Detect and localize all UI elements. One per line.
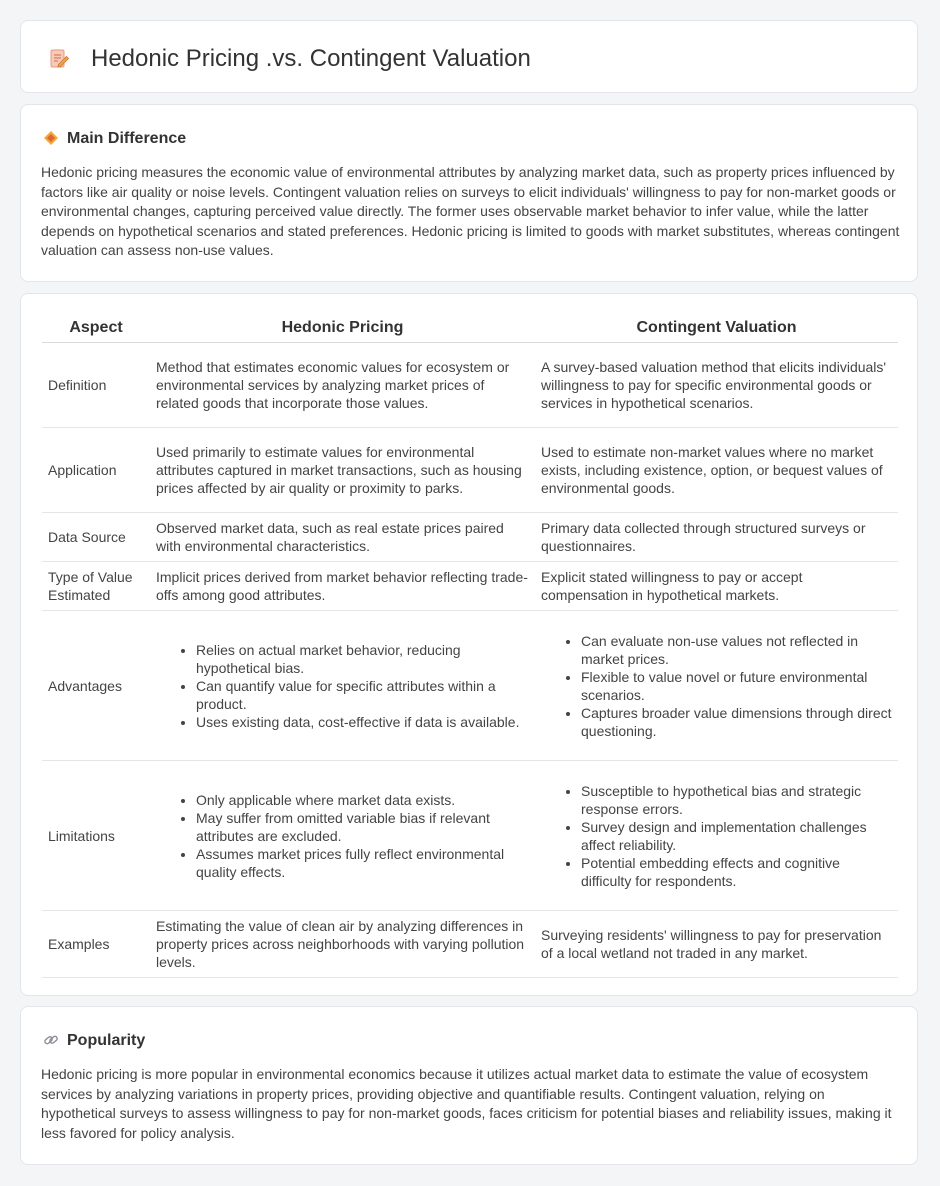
popularity-text: Hedonic pricing is more popular in environmental economics because it utilizes actual market data to estimate the value of ecosystem services by analyzing variations in property prices, providing objective and quantifiable results. Contingent valuation, relying on hypothetical surveys to assess willingness to pay for non-market goods, faces criticism for potential biases and reliability issues, making it less favored for policy analysis. [41,1066,892,1141]
table-row [42,911,898,978]
popularity-heading: Popularity [67,1032,146,1049]
hedonic-cell [150,611,535,761]
main-difference-card [20,104,918,282]
hedonic-cell: Implicit prices derived from market behavior reflecting trade-offs among good attributes. [150,562,535,611]
contingent-cell: Explicit stated willingness to pay or accept compensation in hypothetical markets. [535,562,898,611]
aspect-cell: Advantages [42,611,150,761]
hedonic-cell [150,761,535,911]
aspect-cell: Application [42,428,150,513]
list-item: • May suffer from omitted variable bias if relevant attributes are excluded. [196,809,529,845]
contingent-cell: Primary data collected through structured surveys or questionnaires. [535,513,898,562]
table-row [42,611,898,761]
comparison-card [20,293,918,996]
document-pencil-icon [47,47,71,71]
hedonic-cell: Estimating the value of clean air by analyzing differences in property prices across neighborhoods with varying pollution levels. [150,911,535,978]
list-item: • Only applicable where market data exists. [196,791,529,809]
list-item: • Uses existing data, cost-effective if data is available. [196,713,529,731]
contingent-cell [535,761,898,911]
list-item: • Can quantify value for specific attributes within a product. [196,677,529,713]
header-card [20,20,918,93]
list-item: • Can evaluate non-use values not reflected in market prices. [581,632,892,668]
advantages-list [541,632,892,740]
table-header-row [42,314,898,343]
list-item: • Susceptible to hypothetical bias and strategic response errors. [581,782,892,818]
column-header-contingent: Contingent Valuation [535,314,898,343]
table-row [42,761,898,911]
list-item: • Survey design and implementation challenges affect reliability. [581,818,892,854]
list-item: • Captures broader value dimensions through direct questioning. [581,704,892,740]
limitations-list [156,791,529,881]
hedonic-cell: Method that estimates economic values for ecosystem or environmental services by analyzing market prices of related goods that incorporate those values. [150,343,535,428]
column-header-aspect: Aspect [42,314,150,343]
table-row [42,562,898,611]
main-difference-heading: Main Difference [67,130,187,147]
page-title: Hedonic Pricing .vs. Contingent Valuation [91,45,531,72]
advantages-list [156,641,529,731]
column-header-hedonic: Hedonic Pricing [150,314,535,343]
link-icon [43,1032,59,1048]
popularity-card [20,1006,918,1165]
aspect-cell: Type of Value Estimated [42,562,150,611]
main-difference-text: Hedonic pricing measures the economic value of environmental attributes by analyzing market data, such as property prices influenced by factors like air quality or noise levels. Contingent valuation relies on surveys to elicit individuals' willingness to pay for non-market goods or environmental changes, capturing perceived value directly. The former uses observable market behavior to infer value, while the latter depends on hypothetical scenarios and stated preferences. Hedonic pricing is limited to goods with market substitutes, whereas contingent valuation can assess non-use values. [41,164,900,258]
table-row [42,513,898,562]
diamond-icon [43,130,59,146]
table-row [42,343,898,428]
hedonic-cell: Observed market data, such as real estate prices paired with environmental characteristics. [150,513,535,562]
list-item: • Potential embedding effects and cognitive difficulty for respondents. [581,854,892,890]
contingent-cell: A survey-based valuation method that elicits individuals' willingness to pay for specific environmental goods or services in hypothetical scenarios. [535,343,898,428]
limitations-list [541,782,892,890]
list-item: • Assumes market prices fully reflect environmental quality effects. [196,845,529,881]
list-item: • Flexible to value novel or future environmental scenarios. [581,668,892,704]
contingent-cell: Used to estimate non-market values where no market exists, including existence, option, or bequest values of environmental goods. [535,428,898,513]
aspect-cell: Definition [42,343,150,428]
contingent-cell: Surveying residents' willingness to pay for preservation of a local wetland not traded in any market. [535,911,898,978]
aspect-cell: Limitations [42,761,150,911]
hedonic-cell: Used primarily to estimate values for environmental attributes captured in market transactions, such as housing prices affected by air quality or proximity to parks. [150,428,535,513]
list-item: • Relies on actual market behavior, reducing hypothetical bias. [196,641,529,677]
table-row [42,428,898,513]
aspect-cell: Examples [42,911,150,978]
aspect-cell: Data Source [42,513,150,562]
contingent-cell [535,611,898,761]
comparison-table [42,314,898,978]
